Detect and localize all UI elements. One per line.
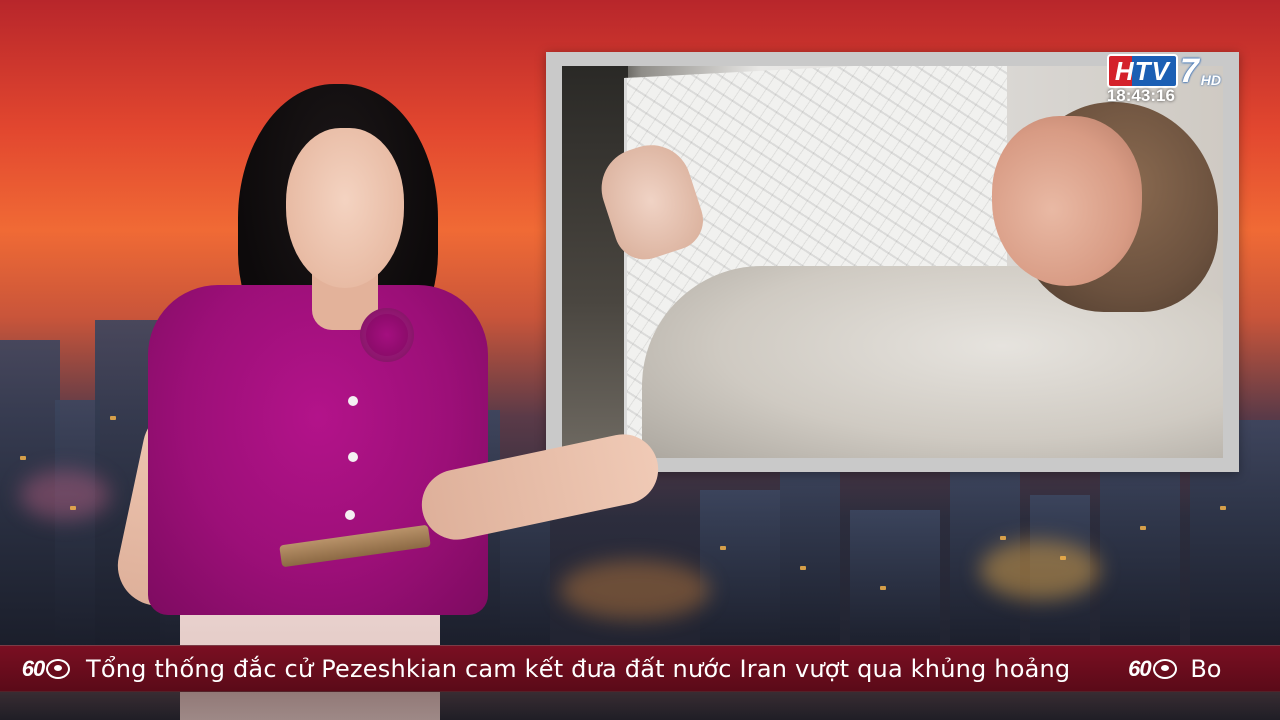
news-presenter: [120, 80, 660, 720]
presenter-dress: [148, 285, 488, 615]
dress-button: [348, 452, 358, 462]
ticker-anniversary-badge-repeat: [1126, 654, 1178, 684]
badge-60-label-repeat: 60: [1128, 656, 1151, 681]
badge-60-label: 60: [21, 656, 45, 681]
ticker-anniversary-badge: [20, 654, 72, 684]
channel-logo-hd: HD: [1200, 72, 1221, 88]
badge-ring-icon: [1153, 659, 1177, 679]
badge-ring-icon: [46, 659, 70, 679]
ticker-lower-strip: [0, 691, 1280, 720]
dress-button: [345, 510, 355, 520]
channel-logo-htv: HTV: [1107, 54, 1178, 88]
dress-button: [348, 396, 358, 406]
presenter-rose-brooch: [360, 308, 414, 362]
ticker-headline: Tổng thống đắc cử Pezeshkian cam kết đưa đất nước Iran vượt qua khủng hoảng: [86, 655, 1071, 683]
broadcast-clock: 18:43:16: [1106, 86, 1175, 105]
news-ticker: [0, 645, 1280, 692]
presenter-face: [286, 128, 404, 288]
ticker-next-headline: Bo: [1190, 655, 1222, 683]
channel-logo-number: 7: [1179, 52, 1199, 90]
video-person-face: [992, 116, 1142, 286]
video-inset: [562, 66, 1223, 458]
channel-logo: [1107, 54, 1221, 106]
